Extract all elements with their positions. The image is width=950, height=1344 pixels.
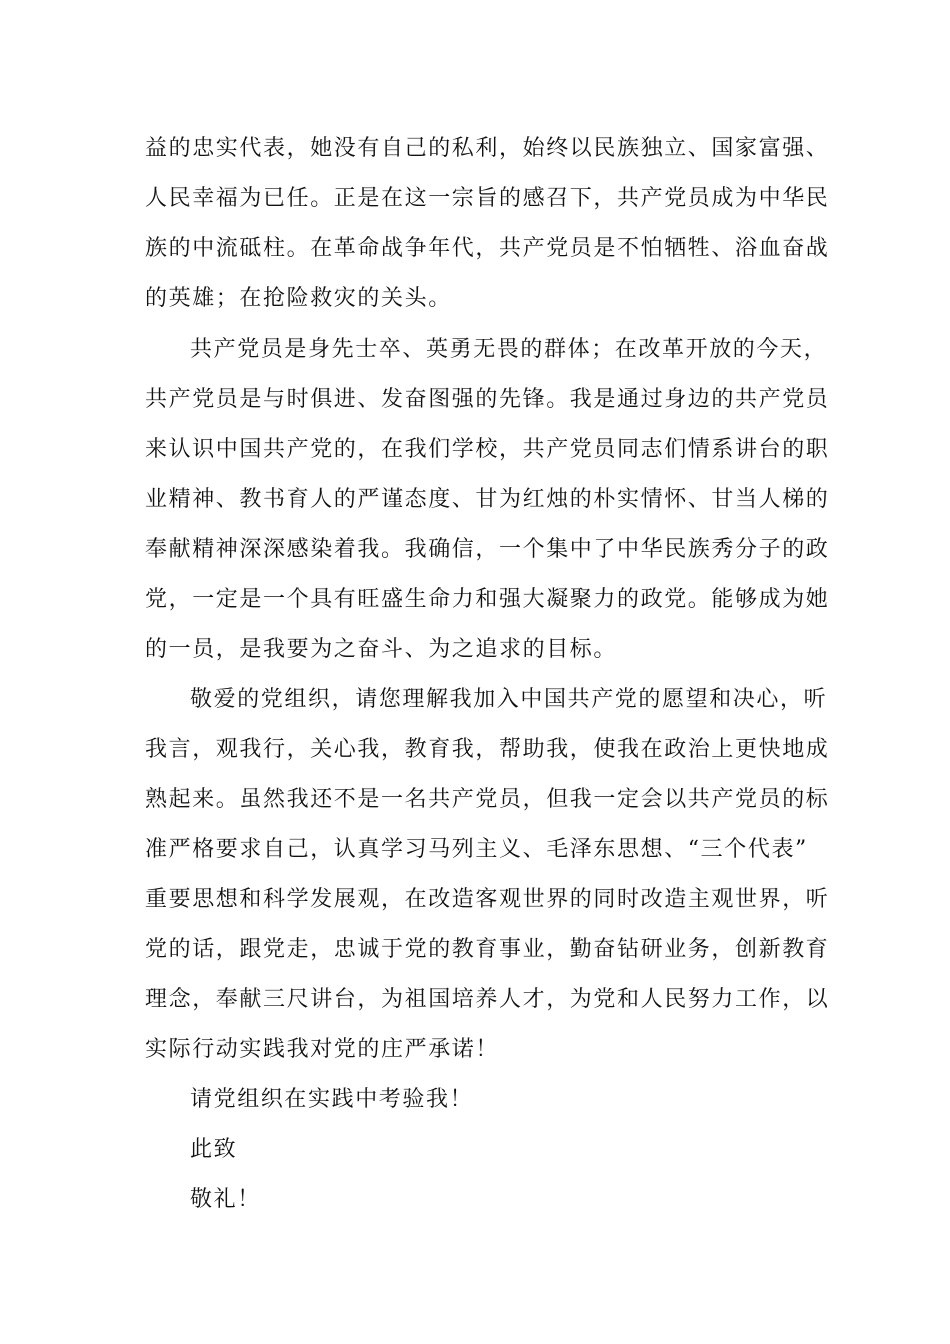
- text-line: 党，一定是一个具有旺盛生命力和强大凝聚力的政党。能够成为她: [145, 587, 830, 612]
- text-line: 的一员，是我要为之奋斗、为之追求的目标。: [145, 637, 618, 662]
- text-line: 的英雄；在抢险救灾的关头。: [145, 286, 452, 311]
- closing-line: 敬礼！: [190, 1187, 261, 1212]
- text-line: 准严格要求自己，认真学习马列主义、毛泽东思想、“三个代表”: [145, 837, 808, 862]
- text-line: 共产党员是身先士卒、英勇无畏的群体；在改革开放的今天，: [190, 337, 828, 362]
- text-line: 熟起来。虽然我还不是一名共产党员，但我一定会以共产党员的标: [145, 787, 830, 812]
- text-line: 我言，观我行，关心我，教育我，帮助我，使我在政治上更快地成: [145, 737, 830, 762]
- text-line: 益的忠实代表，她没有自己的私利，始终以民族独立、国家富强、: [145, 136, 830, 161]
- text-line: 敬爱的党组织，请您理解我加入中国共产党的愿望和决心，听: [190, 687, 828, 712]
- text-line: 奉献精神深深感染着我。我确信，一个集中了中华民族秀分子的政: [145, 537, 830, 562]
- salutation-line: 此致: [190, 1137, 238, 1162]
- text-line: 业精神、教书育人的严谨态度、甘为红烛的朴实情怀、甘当人梯的: [145, 487, 830, 512]
- text-line: 实际行动实践我对党的庄严承诺！: [145, 1037, 500, 1062]
- text-line: 党的话，跟党走，忠诚于党的教育事业，勤奋钻研业务，创新教育: [145, 937, 830, 962]
- text-line: 理念，奉献三尺讲台，为祖国培养人才，为党和人民努力工作，以: [145, 987, 830, 1012]
- text-line: 来认识中国共产党的，在我们学校，共产党员同志们情系讲台的职: [145, 437, 830, 462]
- text-line: 族的中流砥柱。在革命战争年代，共产党员是不怕牺牲、浴血奋战: [145, 236, 830, 261]
- text-line: 共产党员是与时俱进、发奋图强的先锋。我是通过身边的共产党员: [145, 387, 830, 412]
- text-line: 重要思想和科学发展观，在改造客观世界的同时改造主观世界，听: [145, 887, 830, 912]
- text-line: 人民幸福为已任。正是在这一宗旨的感召下，共产党员成为中华民: [145, 186, 830, 211]
- text-line: 请党组织在实践中考验我！: [190, 1087, 474, 1112]
